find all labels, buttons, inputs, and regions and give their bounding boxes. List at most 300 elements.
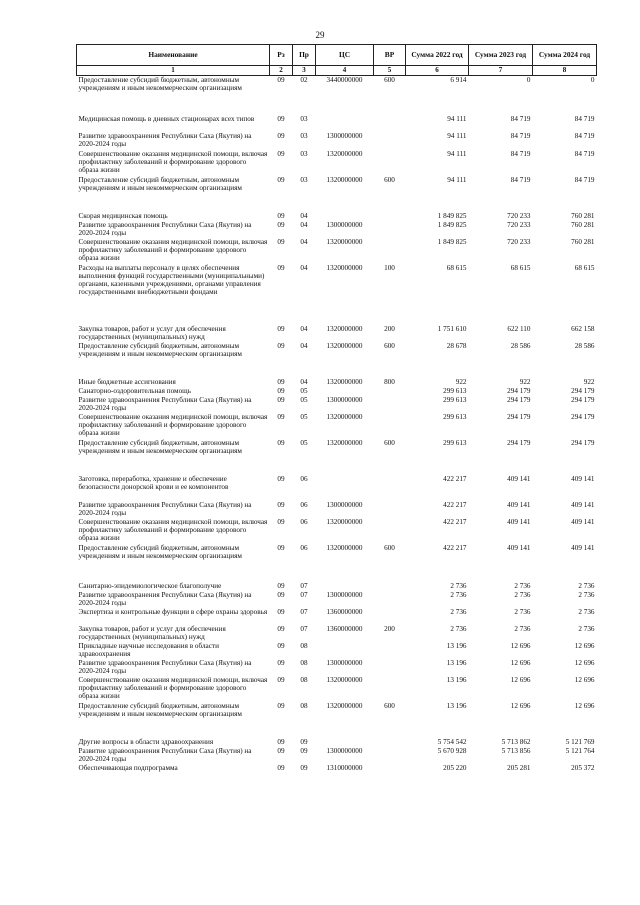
cell-s2023: 409 141: [507, 543, 531, 552]
cell-s2022: 1 849 825: [437, 220, 467, 229]
cell-pr: 04: [300, 211, 308, 220]
cell-vr: 800: [384, 377, 395, 386]
cell-cs: 1300000000: [326, 395, 363, 404]
cell-pr: 02: [300, 76, 308, 84]
cell-s2024: 12 696: [574, 641, 595, 650]
cell-name: Совершенствование оказания медицинской помощи, включая профилактику заболеваний и формирование здорового образа жизни: [78, 675, 268, 700]
cell-pr: 06: [300, 474, 308, 483]
cell-s2024: 2 736: [578, 607, 595, 616]
cell-vr: 600: [384, 701, 395, 710]
cell-rz: 09: [277, 76, 285, 84]
cell-name: Развитие здравоохранения Республики Саха (Якутия) на 2020-2024 годы: [78, 220, 252, 237]
cell-s2023: 12 696: [510, 658, 531, 667]
cell-rz: 09: [277, 500, 285, 509]
cell-name: Совершенствование оказания медицинской помощи, включая профилактику заболеваний и формирование здорового образа жизни: [78, 237, 268, 262]
cell-pr: 09: [300, 763, 308, 772]
cell-s2024: 5 121 769: [565, 737, 595, 746]
cell-s2024: 409 141: [571, 500, 595, 509]
cell-pr: 04: [300, 341, 308, 350]
cell-name: Предоставление субсидий бюджетным, автономным учреждениям и иным некоммерческим организациям: [78, 543, 242, 560]
cell-vr: [374, 132, 406, 150]
cell-rz: 09: [277, 607, 285, 616]
cell-s2023: 84 719: [510, 131, 531, 140]
cell-vr: [374, 212, 406, 221]
cell-rz: 09: [277, 763, 285, 772]
cell-name: Другие вопросы в области здравоохранения: [78, 737, 214, 746]
cell-rz: 09: [277, 641, 285, 650]
cell-s2022: 94 111: [447, 175, 467, 184]
cell-pr: 07: [300, 581, 308, 590]
cell-rz: 09: [277, 412, 285, 421]
cell-vr: [374, 413, 406, 439]
spacer-row: [77, 101, 597, 115]
cell-name: Развитие здравоохранения Республики Саха (Якутия) на 2020-2024 годы: [78, 500, 252, 517]
cell-vr: [374, 764, 406, 773]
cell-name: Предоставление субсидий бюджетным, автономным учреждениям и иным некоммерческим организациям: [78, 76, 242, 92]
spacer-row: [77, 313, 597, 325]
cell-s2023: 0: [526, 76, 531, 84]
spacer-cell: [77, 463, 597, 475]
cell-s2023: 409 141: [507, 517, 531, 526]
cell-vr: [374, 676, 406, 702]
cell-cs: 1320000000: [326, 175, 363, 184]
cell-cs: [316, 642, 374, 659]
cell-s2024: 84 719: [574, 131, 595, 140]
col-header-sum-2024: Сумма 2024 год: [533, 45, 597, 66]
cell-cs: [316, 475, 374, 501]
cell-cs: 1300000000: [326, 658, 363, 667]
cell-s2024: 205 372: [571, 763, 595, 772]
cell-name: Санитарно-эпидемиологическое благополучие: [78, 581, 222, 590]
spacer-cell: [77, 568, 597, 582]
cell-s2024: 84 719: [574, 114, 595, 123]
cell-s2023: 205 281: [507, 763, 531, 772]
cell-pr: 08: [300, 701, 308, 710]
cell-rz: 09: [277, 377, 285, 386]
col-header-pr: Пр: [293, 45, 316, 66]
table-row: [77, 176, 597, 200]
cell-s2024: 409 141: [571, 543, 595, 552]
cell-s2024: 12 696: [574, 658, 595, 667]
cell-s2023: 622 110: [507, 324, 531, 333]
cell-vr: [374, 608, 406, 625]
cell-pr: 03: [300, 114, 308, 123]
cell-name: Совершенствование оказания медицинской помощи, включая профилактику заболеваний и формирование здорового образа жизни: [78, 149, 268, 174]
cell-s2023: 28 586: [510, 341, 531, 350]
cell-vr: [374, 642, 406, 659]
cell-s2023: 2 736: [514, 590, 531, 599]
cell-cs: 1360000000: [326, 624, 363, 633]
cell-vr: [374, 501, 406, 518]
cell-s2023: 2 736: [514, 607, 531, 616]
cell-s2022: 2 736: [450, 624, 467, 633]
cell-s2022: 94 111: [447, 131, 467, 140]
cell-cs: 3440000000: [326, 76, 363, 84]
table-row: [77, 439, 597, 463]
cell-s2024: 2 736: [578, 590, 595, 599]
cell-s2024: 2 736: [578, 624, 595, 633]
table-header-row: [77, 45, 597, 66]
cell-s2023: 294 179: [507, 438, 531, 447]
table-row: [77, 387, 597, 396]
col-number: 2: [270, 66, 293, 76]
cell-vr: 200: [384, 324, 395, 333]
cell-vr: [374, 387, 406, 396]
cell-vr: [374, 475, 406, 501]
cell-rz: 09: [277, 543, 285, 552]
table-row: [77, 659, 597, 676]
cell-name: Обеспечивающая подпрограмма: [78, 763, 178, 772]
cell-name: Заготовка, переработка, хранение и обеспечение безопасности донорской крови и ее компонентов: [78, 474, 229, 491]
cell-cs: 1300000000: [326, 131, 363, 140]
cell-pr: 04: [300, 220, 308, 229]
spacer-row: [77, 200, 597, 212]
cell-vr: [374, 591, 406, 608]
cell-cs: 1320000000: [326, 263, 363, 272]
table-row: [77, 413, 597, 439]
cell-cs: 1320000000: [326, 377, 363, 386]
cell-pr: 04: [300, 263, 308, 272]
cell-pr: 06: [300, 500, 308, 509]
cell-rz: 09: [277, 324, 285, 333]
cell-cs: 1300000000: [326, 746, 363, 755]
cell-cs: 1320000000: [326, 324, 363, 333]
cell-cs: [316, 387, 374, 396]
col-number: 7: [469, 66, 533, 76]
cell-s2023: 294 179: [507, 412, 531, 421]
spacer-row: [77, 366, 597, 378]
cell-s2022: 94 111: [447, 114, 467, 123]
cell-pr: 07: [300, 590, 308, 599]
cell-s2022: 6 914: [450, 76, 467, 84]
col-number: 3: [293, 66, 316, 76]
cell-rz: 09: [277, 220, 285, 229]
cell-rz: 09: [277, 395, 285, 404]
cell-name: Санаторно-оздоровительная помощь: [78, 386, 191, 395]
cell-s2022: 5 670 928: [437, 746, 467, 755]
cell-pr: 03: [300, 175, 308, 184]
cell-cs: 1300000000: [326, 590, 363, 599]
cell-s2022: 2 736: [450, 590, 467, 599]
cell-s2023: 12 696: [510, 641, 531, 650]
table-row: [77, 501, 597, 518]
cell-pr: 05: [300, 386, 308, 395]
cell-s2023: 294 179: [507, 395, 531, 404]
cell-s2022: 94 111: [447, 149, 467, 158]
cell-vr: 600: [384, 175, 395, 184]
spacer-row: [77, 726, 597, 738]
spacer-cell: [77, 200, 597, 212]
cell-s2022: 422 217: [443, 543, 467, 552]
cell-s2024: 28 586: [574, 341, 595, 350]
table-row: [77, 676, 597, 702]
cell-cs: 1300000000: [326, 500, 363, 509]
cell-cs: 1320000000: [326, 438, 363, 447]
cell-pr: 05: [300, 438, 308, 447]
spacer-cell: [77, 313, 597, 325]
cell-pr: 04: [300, 324, 308, 333]
cell-name: Скорая медицинская помощь: [78, 211, 168, 220]
cell-rz: 09: [277, 746, 285, 755]
cell-rz: 09: [277, 237, 285, 246]
cell-name: Предоставление субсидий бюджетным, автономным учреждениям и иным некоммерческим организациям: [78, 341, 242, 358]
cell-name: Развитие здравоохранения Республики Саха (Якутия) на 2020-2024 годы: [78, 658, 252, 675]
cell-vr: 100: [384, 263, 395, 272]
cell-name: Прикладные научные исследования в области здравоохранения: [78, 641, 219, 658]
cell-rz: 09: [277, 517, 285, 526]
col-header-cs: ЦС: [316, 45, 374, 66]
cell-name: Развитие здравоохранения Республики Саха (Якутия) на 2020-2024 годы: [78, 131, 252, 148]
cell-s2023: 68 615: [510, 263, 531, 272]
table-row: [77, 396, 597, 413]
table-row: [77, 475, 597, 501]
cell-pr: 05: [300, 412, 308, 421]
cell-cs: 1320000000: [326, 701, 363, 710]
budget-table: [76, 44, 597, 773]
cell-s2024: 760 281: [571, 237, 595, 246]
cell-rz: 09: [277, 675, 285, 684]
cell-cs: 1320000000: [326, 517, 363, 526]
cell-s2024: 0: [590, 76, 595, 84]
cell-cs: 1320000000: [326, 675, 363, 684]
col-number: 8: [533, 66, 597, 76]
table-row: [77, 325, 597, 342]
cell-cs: 1310000000: [326, 763, 363, 772]
cell-vr: [374, 582, 406, 591]
cell-s2024: 760 281: [571, 211, 595, 220]
cell-s2024: 294 179: [571, 386, 595, 395]
cell-s2024: 294 179: [571, 412, 595, 421]
cell-s2024: 5 121 764: [565, 746, 595, 755]
cell-pr: 07: [300, 624, 308, 633]
table-row: [77, 544, 597, 568]
cell-s2022: 422 217: [443, 500, 467, 509]
cell-s2024: 12 696: [574, 701, 595, 710]
cell-s2024: 662 158: [571, 324, 595, 333]
table-row: [77, 212, 597, 221]
cell-s2022: 5 754 542: [437, 737, 467, 746]
table-row: [77, 582, 597, 591]
cell-cs: 1320000000: [326, 149, 363, 158]
cell-rz: 09: [277, 438, 285, 447]
cell-s2024: 922: [583, 377, 595, 386]
cell-s2023: 84 719: [510, 149, 531, 158]
cell-name: Закупка товаров, работ и услуг для обеспечения государственных (муниципальных) нужд: [78, 324, 226, 341]
cell-s2022: 1 849 825: [437, 237, 467, 246]
cell-cs: 1320000000: [326, 237, 363, 246]
cell-s2024: 409 141: [571, 474, 595, 483]
table-row: [77, 625, 597, 642]
cell-s2022: 1 751 610: [437, 324, 467, 333]
cell-name: Предоставление субсидий бюджетным, автономным учреждениям и иным некоммерческим организациям: [78, 175, 242, 192]
table-row: [77, 150, 597, 176]
cell-rz: 09: [277, 131, 285, 140]
cell-pr: 06: [300, 543, 308, 552]
table-row: [77, 702, 597, 726]
cell-name: Развитие здравоохранения Республики Саха (Якутия) на 2020-2024 годы: [78, 590, 252, 607]
cell-name: Развитие здравоохранения Республики Саха (Якутия) на 2020-2024 годы: [78, 395, 252, 412]
cell-pr: 08: [300, 641, 308, 650]
spacer-cell: [77, 366, 597, 378]
cell-name: Медицинская помощь в дневных стационарах всех типов: [78, 114, 255, 123]
cell-s2024: 409 141: [571, 517, 595, 526]
cell-s2023: 5 713 856: [501, 746, 531, 755]
cell-name: Иные бюджетные ассигнования: [78, 377, 176, 386]
table-body: [77, 76, 597, 773]
cell-name: Развитие здравоохранения Республики Саха (Якутия) на 2020-2024 годы: [78, 746, 252, 763]
cell-s2023: 294 179: [507, 386, 531, 395]
cell-vr: 200: [384, 624, 395, 633]
cell-rz: 09: [277, 341, 285, 350]
cell-cs: [316, 582, 374, 591]
table-row: [77, 747, 597, 764]
cell-name: Предоставление субсидий бюджетным, автономным учреждениям и иным некоммерческим организациям: [78, 701, 242, 718]
cell-pr: 09: [300, 737, 308, 746]
cell-cs: 1360000000: [326, 607, 363, 616]
cell-rz: 09: [277, 263, 285, 272]
cell-name: Экспертиза и контрольные функции в сфере охраны здоровья: [78, 607, 268, 616]
cell-s2023: 2 736: [514, 624, 531, 633]
cell-s2022: 299 613: [443, 386, 467, 395]
cell-name: Расходы на выплаты персоналу в целях обеспечения выполнения функций государственными (муниципальными) органами, казенными учреждениями, органами управления государственными внебюджетными фондами: [78, 263, 265, 296]
cell-s2022: 13 196: [446, 641, 467, 650]
cell-cs: 1300000000: [326, 220, 363, 229]
cell-rz: 09: [277, 701, 285, 710]
col-number: 1: [77, 66, 270, 76]
cell-rz: 09: [277, 581, 285, 590]
cell-s2022: 205 220: [443, 763, 467, 772]
table-row: [77, 764, 597, 773]
cell-vr: 600: [384, 76, 395, 84]
cell-rz: 09: [277, 474, 285, 483]
col-number: 6: [406, 66, 469, 76]
cell-vr: [374, 738, 406, 747]
cell-rz: 09: [277, 590, 285, 599]
cell-s2022: 13 196: [446, 675, 467, 684]
table-row: [77, 378, 597, 387]
table-row: [77, 591, 597, 608]
cell-s2022: 2 736: [450, 607, 467, 616]
cell-s2023: 720 233: [507, 211, 531, 220]
cell-vr: 600: [384, 543, 395, 552]
table-row: [77, 264, 597, 313]
cell-s2023: 720 233: [507, 220, 531, 229]
cell-vr: [374, 238, 406, 264]
cell-s2023: 720 233: [507, 237, 531, 246]
spacer-row: [77, 568, 597, 582]
cell-s2022: 28 678: [446, 341, 467, 350]
cell-rz: 09: [277, 149, 285, 158]
cell-cs: 1320000000: [326, 543, 363, 552]
cell-s2024: 2 736: [578, 581, 595, 590]
cell-s2024: 294 179: [571, 395, 595, 404]
cell-cs: [316, 212, 374, 221]
table-row: [77, 221, 597, 238]
cell-s2023: 12 696: [510, 701, 531, 710]
cell-pr: 03: [300, 149, 308, 158]
table-row: [77, 342, 597, 366]
col-header-name: Наименование: [77, 45, 270, 66]
cell-cs: [316, 115, 374, 132]
cell-rz: 09: [277, 624, 285, 633]
cell-s2022: 2 736: [450, 581, 467, 590]
cell-s2023: 84 719: [510, 114, 531, 123]
column-number-row: [77, 66, 597, 76]
cell-pr: 06: [300, 517, 308, 526]
cell-s2022: 422 217: [443, 517, 467, 526]
cell-vr: [374, 659, 406, 676]
cell-s2022: 299 613: [443, 395, 467, 404]
cell-s2023: 2 736: [514, 581, 531, 590]
cell-rz: 09: [277, 737, 285, 746]
cell-s2023: 12 696: [510, 675, 531, 684]
col-header-vr: ВР: [374, 45, 406, 66]
col-header-sum-2022: Сумма 2022 год: [406, 45, 469, 66]
table-row: [77, 132, 597, 150]
cell-s2023: 409 141: [507, 474, 531, 483]
cell-rz: 09: [277, 114, 285, 123]
cell-pr: 04: [300, 377, 308, 386]
cell-rz: 09: [277, 211, 285, 220]
col-number: 4: [316, 66, 374, 76]
cell-s2024: 760 281: [571, 220, 595, 229]
cell-s2024: 84 719: [574, 175, 595, 184]
cell-pr: 05: [300, 395, 308, 404]
cell-s2023: 5 713 862: [501, 737, 531, 746]
cell-rz: 09: [277, 175, 285, 184]
cell-s2022: 68 615: [446, 263, 467, 272]
cell-s2022: 299 613: [443, 412, 467, 421]
cell-cs: 1320000000: [326, 412, 363, 421]
cell-name: Совершенствование оказания медицинской помощи, включая профилактику заболеваний и формирование здорового образа жизни: [78, 517, 268, 542]
cell-s2022: 922: [455, 377, 467, 386]
cell-s2022: 13 196: [446, 658, 467, 667]
cell-s2022: 422 217: [443, 474, 467, 483]
cell-vr: 600: [384, 438, 395, 447]
cell-s2022: 13 196: [446, 701, 467, 710]
table-row: [77, 608, 597, 625]
cell-cs: 1320000000: [326, 341, 363, 350]
cell-rz: 09: [277, 386, 285, 395]
cell-vr: [374, 115, 406, 132]
cell-rz: 09: [277, 658, 285, 667]
cell-pr: 08: [300, 675, 308, 684]
cell-name: Предоставление субсидий бюджетным, автономным учреждениям и иным некоммерческим организациям: [78, 438, 242, 455]
table-row: [77, 518, 597, 544]
cell-pr: 08: [300, 658, 308, 667]
cell-vr: [374, 747, 406, 764]
cell-pr: 03: [300, 131, 308, 140]
cell-s2024: 12 696: [574, 675, 595, 684]
cell-s2024: 294 179: [571, 438, 595, 447]
cell-s2023: 84 719: [510, 175, 531, 184]
cell-pr: 04: [300, 237, 308, 246]
col-number: 5: [374, 66, 406, 76]
col-header-rz: Рз: [270, 45, 293, 66]
table-row: [77, 238, 597, 264]
spacer-row: [77, 463, 597, 475]
cell-name: Совершенствование оказания медицинской помощи, включая профилактику заболеваний и формирование здорового образа жизни: [78, 412, 268, 437]
cell-pr: 09: [300, 746, 308, 755]
spacer-cell: [77, 726, 597, 738]
cell-vr: [374, 518, 406, 544]
cell-vr: [374, 221, 406, 238]
cell-cs: [316, 738, 374, 747]
cell-s2024: 68 615: [574, 263, 595, 272]
table-row: [77, 115, 597, 132]
cell-vr: [374, 150, 406, 176]
table-row: [77, 738, 597, 747]
